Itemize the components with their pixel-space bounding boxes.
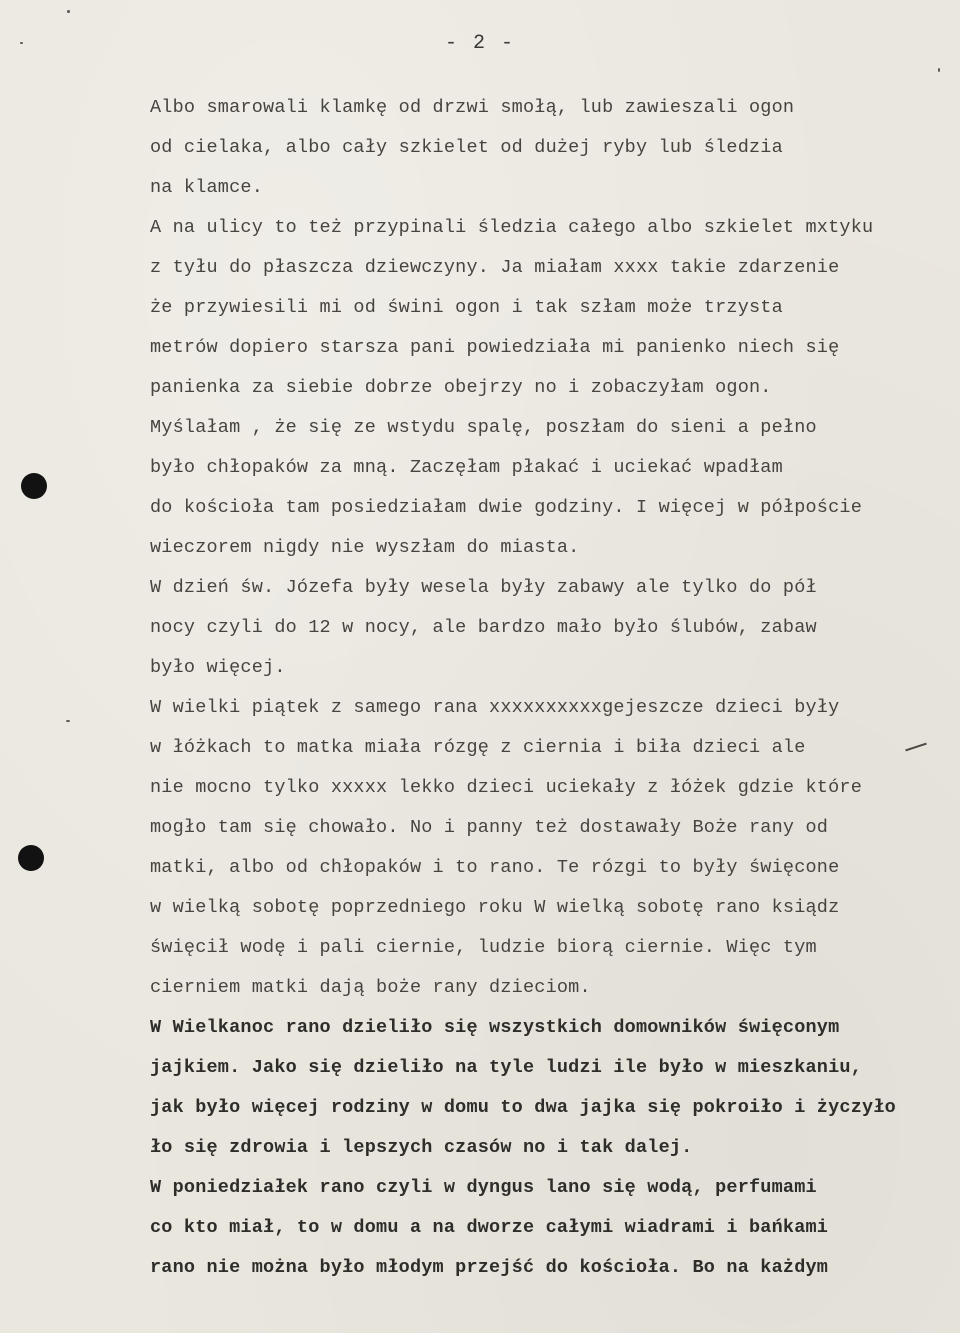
text-line: do kościoła tam posiedziałam dwie godziny. I więcej w półpoście xyxy=(150,497,863,518)
text-line: jajkiem. Jako się dzieliło na tyle ludzi ile było w mieszkaniu, xyxy=(150,1057,863,1078)
text-line: na klamce. xyxy=(150,177,264,198)
paper-speck xyxy=(20,42,23,44)
text-line: A na ulicy to też przypinali śledzia całego albo szkielet mxtyku xyxy=(150,217,874,238)
text-line: cierniem matki dają boże rany dzieciom. xyxy=(150,977,591,998)
text-line: W wielki piątek z samego rana xxxxxxxxxxgejeszcze dzieci były xyxy=(150,697,840,718)
text-line: W Wielkanoc rano dzieliło się wszystkich domowników święconym xyxy=(150,1017,840,1038)
text-line: święcił wodę i pali ciernie, ludzie biorą ciernie. Więc tym xyxy=(150,937,817,958)
text-line: wieczorem nigdy nie wyszłam do miasta. xyxy=(150,537,580,558)
text-line: co kto miał, to w domu a na dworze całymi wiadrami i bańkami xyxy=(150,1217,829,1238)
text-line: rano nie można było młodym przejść do kościoła. Bo na każdym xyxy=(150,1257,829,1278)
text-line: było więcej. xyxy=(150,657,286,678)
text-line: nie mocno tylko xxxxx lekko dzieci uciekały z łóżek gdzie które xyxy=(150,777,863,798)
text-line: od cielaka, albo cały szkielet od dużej ryby lub śledzia xyxy=(150,137,783,158)
text-line: matki, albo od chłopaków i to rano. Te rózgi to były święcone xyxy=(150,857,840,878)
paper-speck xyxy=(67,10,70,13)
punch-hole xyxy=(18,845,44,871)
text-line: Myślałam , że się ze wstydu spalę, poszłam do sieni a pełno xyxy=(150,417,817,438)
text-line: Albo smarowali klamkę od drzwi smołą, lub zawieszali ogon xyxy=(150,97,795,118)
text-line: metrów dopiero starsza pani powiedziała mi panienko niech się xyxy=(150,337,840,358)
punch-hole xyxy=(21,473,47,499)
text-line: nocy czyli do 12 w nocy, ale bardzo mało było ślubów, zabaw xyxy=(150,617,817,638)
text-line: z tyłu do płaszcza dziewczyny. Ja miałam xxxx takie zdarzenie xyxy=(150,257,840,278)
text-line: w wielką sobotę poprzedniego roku W wielką sobotę rano ksiądz xyxy=(150,897,840,918)
text-line: jak było więcej rodziny w domu to dwa jajka się pokroiło i życzyło xyxy=(150,1097,896,1118)
page-number: - 2 - xyxy=(444,32,515,55)
text-line: W dzień św. Józefa były wesela były zabawy ale tylko do pół xyxy=(150,577,817,598)
text-line: w łóżkach to matka miała rózgę z ciernia i biła dzieci ale xyxy=(150,737,806,758)
text-line: że przywiesili mi od świni ogon i tak szłam może trzysta xyxy=(150,297,783,318)
text-line: było chłopaków za mną. Zaczęłam płakać i uciekać wpadłam xyxy=(150,457,783,478)
text-line: W poniedziałek rano czyli w dyngus lano się wodą, perfumami xyxy=(150,1177,817,1198)
typewritten-body xyxy=(150,88,950,1288)
text-line: ło się zdrowia i lepszych czasów no i tak dalej. xyxy=(150,1137,693,1158)
paper-speck xyxy=(66,720,70,722)
paper-speck xyxy=(938,68,940,72)
text-line: mogło tam się chowało. No i panny też dostawały Boże rany od xyxy=(150,817,829,838)
text-line: panienka za siebie dobrze obejrzy no i zobaczyłam ogon. xyxy=(150,377,772,398)
